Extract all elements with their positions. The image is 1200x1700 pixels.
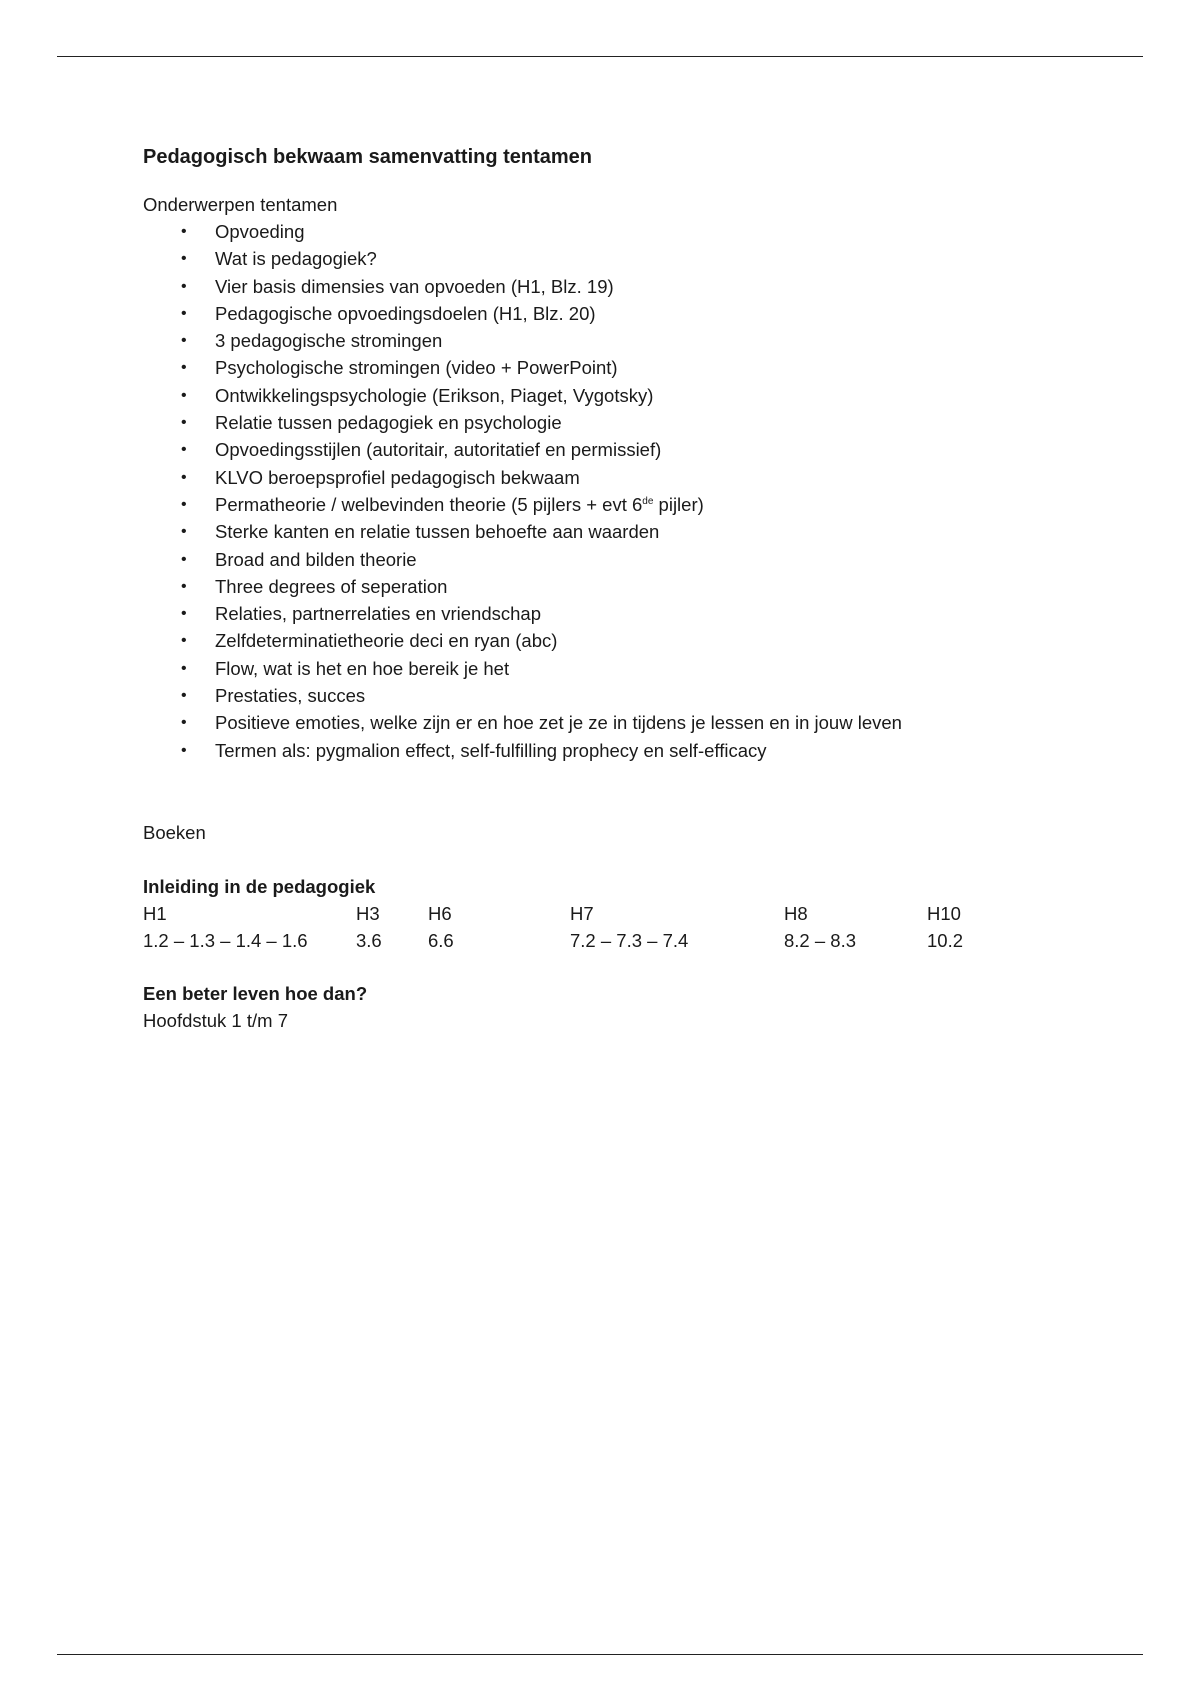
section-row <box>143 927 1063 954</box>
bullet-icon: • <box>181 495 187 513</box>
list-item: • Ontwikkelingspsychologie (Erikson, Piaget, Vygotsky) <box>143 382 1063 409</box>
list-item: • KLVO beroepsprofiel pedagogisch bekwaam <box>143 464 1063 491</box>
list-item: • Opvoeding <box>143 218 1063 245</box>
chapter-label: H1 <box>143 902 167 924</box>
chapter-label: H10 <box>927 902 961 924</box>
chapter-label: H6 <box>428 902 452 924</box>
chapter-label: H8 <box>784 902 808 924</box>
book-chapters-text: Hoofdstuk 1 t/m 7 <box>143 1009 288 1031</box>
bullet-icon: • <box>181 523 187 541</box>
list-item: • Flow, wat is het en hoe bereik je het <box>143 655 1063 682</box>
bullet-icon: • <box>181 441 187 459</box>
bullet-icon: • <box>181 468 187 486</box>
section-label: 1.2 – 1.3 – 1.4 – 1.6 <box>143 929 308 951</box>
bullet-icon: • <box>181 714 187 732</box>
bullet-icon: • <box>181 550 187 568</box>
topic-list <box>143 218 1063 764</box>
list-item: • Zelfdeterminatietheorie deci en ryan (abc) <box>143 627 1063 654</box>
list-item: • Opvoedingsstijlen (autoritair, autoritatief en permissief) <box>143 436 1063 463</box>
bullet-icon: • <box>181 741 187 759</box>
section-label: 10.2 <box>927 929 964 951</box>
list-item: • Vier basis dimensies van opvoeden (H1, Blz. 19) <box>143 273 1063 300</box>
list-item: • Three degrees of seperation <box>143 573 1063 600</box>
list-item: • Sterke kanten en relatie tussen behoefte aan waarden <box>143 518 1063 545</box>
chapter-label: H7 <box>570 902 594 924</box>
bullet-icon: • <box>181 359 187 377</box>
subjects-heading: Onderwerpen tentamen <box>143 194 338 215</box>
book-title: Inleiding in de pedagogiek <box>143 875 376 897</box>
book-title: Een beter leven hoe dan? <box>143 982 368 1004</box>
list-item: • Broad and bilden theorie <box>143 546 1063 573</box>
section-label: 7.2 – 7.3 – 7.4 <box>570 929 689 951</box>
header-rule <box>57 56 1143 57</box>
list-item: • Prestaties, succes <box>143 682 1063 709</box>
list-item-perma: • Permatheorie / welbevinden theorie (5 pijlers + evt 6de pijler) <box>143 491 1063 518</box>
document-title: Pedagogisch bekwaam samenvatting tentamen <box>143 146 593 168</box>
bullet-icon: • <box>181 332 187 350</box>
bullet-icon: • <box>181 250 187 268</box>
list-item: • Relatie tussen pedagogiek en psychologie <box>143 409 1063 436</box>
section-label: 8.2 – 8.3 <box>784 929 857 951</box>
bullet-icon: • <box>181 632 187 650</box>
bullet-icon: • <box>181 687 187 705</box>
document-body <box>143 143 1063 1034</box>
list-item: • 3 pedagogische stromingen <box>143 327 1063 354</box>
bullet-icon: • <box>181 414 187 432</box>
footer-rule <box>57 1654 1143 1655</box>
list-item: • Positieve emoties, welke zijn er en hoe zet je ze in tijdens je lessen en in jouw leven <box>143 709 1063 736</box>
list-item: • Pedagogische opvoedingsdoelen (H1, Blz. 20) <box>143 300 1063 327</box>
bullet-icon: • <box>181 304 187 322</box>
section-label: 3.6 <box>356 929 382 951</box>
books-heading: Boeken <box>143 821 206 843</box>
bullet-icon: • <box>181 386 187 404</box>
section-label: 6.6 <box>428 929 454 951</box>
list-item: • Wat is pedagogiek? <box>143 245 1063 272</box>
list-item: • Relaties, partnerrelaties en vriendschap <box>143 600 1063 627</box>
bullet-icon: • <box>181 277 187 295</box>
bullet-icon: • <box>181 605 187 623</box>
bullet-icon: • <box>181 223 187 240</box>
chapter-label: H3 <box>356 902 380 924</box>
chapter-row <box>143 900 1063 927</box>
bullet-icon: • <box>181 577 187 595</box>
bullet-icon: • <box>181 659 187 677</box>
list-item: • Termen als: pygmalion effect, self-fulfilling prophecy en self-efficacy <box>143 737 1063 764</box>
list-item: • Psychologische stromingen (video + PowerPoint) <box>143 354 1063 381</box>
